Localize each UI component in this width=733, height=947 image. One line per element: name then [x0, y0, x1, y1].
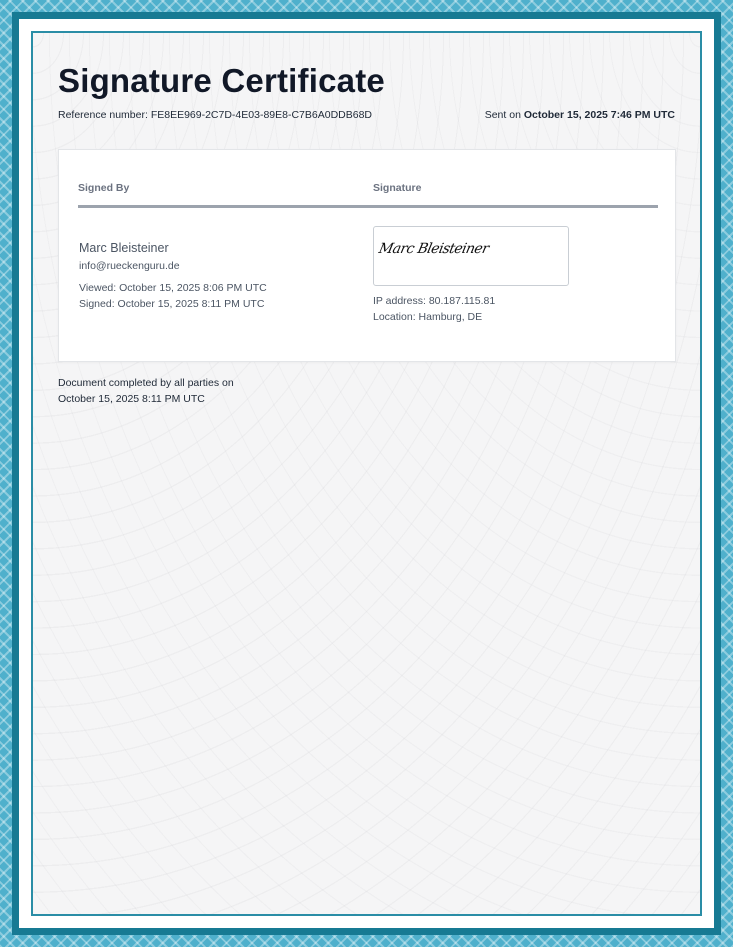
reference-number: FE8EE969-2C7D-4E03-89E8-C7B6A0DDB68D: [150, 109, 373, 121]
location: Location: Hamburg, DE: [373, 311, 483, 323]
header-divider: [78, 205, 658, 208]
completion-note: [58, 375, 234, 407]
signer-name: Marc Bleisteiner: [79, 241, 169, 255]
signature-script: Marc Bleisteiner: [377, 241, 490, 257]
completion-line-2: October 15, 2025 8:11 PM UTC: [58, 393, 205, 405]
ip-address: IP address: 80.187.115.81: [373, 295, 496, 307]
reference-label: Reference number:: [58, 109, 148, 121]
signature-image: [373, 226, 569, 286]
signature-header: Signature: [373, 182, 422, 194]
sent-info: [485, 109, 675, 121]
reference-info: [58, 109, 372, 121]
signer-email: info@rueckenguru.de: [79, 260, 180, 272]
signed-by-header: Signed By: [78, 182, 130, 194]
sent-date: October 15, 2025 7:46 PM UTC: [523, 109, 675, 121]
sent-label: Sent on: [484, 109, 521, 121]
viewed-timestamp: Viewed: October 15, 2025 8:06 PM UTC: [79, 282, 267, 294]
signed-timestamp: Signed: October 15, 2025 8:11 PM UTC: [79, 298, 265, 310]
page-title: Signature Certificate: [58, 62, 385, 99]
completion-line-1: Document completed by all parties on: [58, 377, 234, 389]
signer-card: [58, 149, 676, 362]
